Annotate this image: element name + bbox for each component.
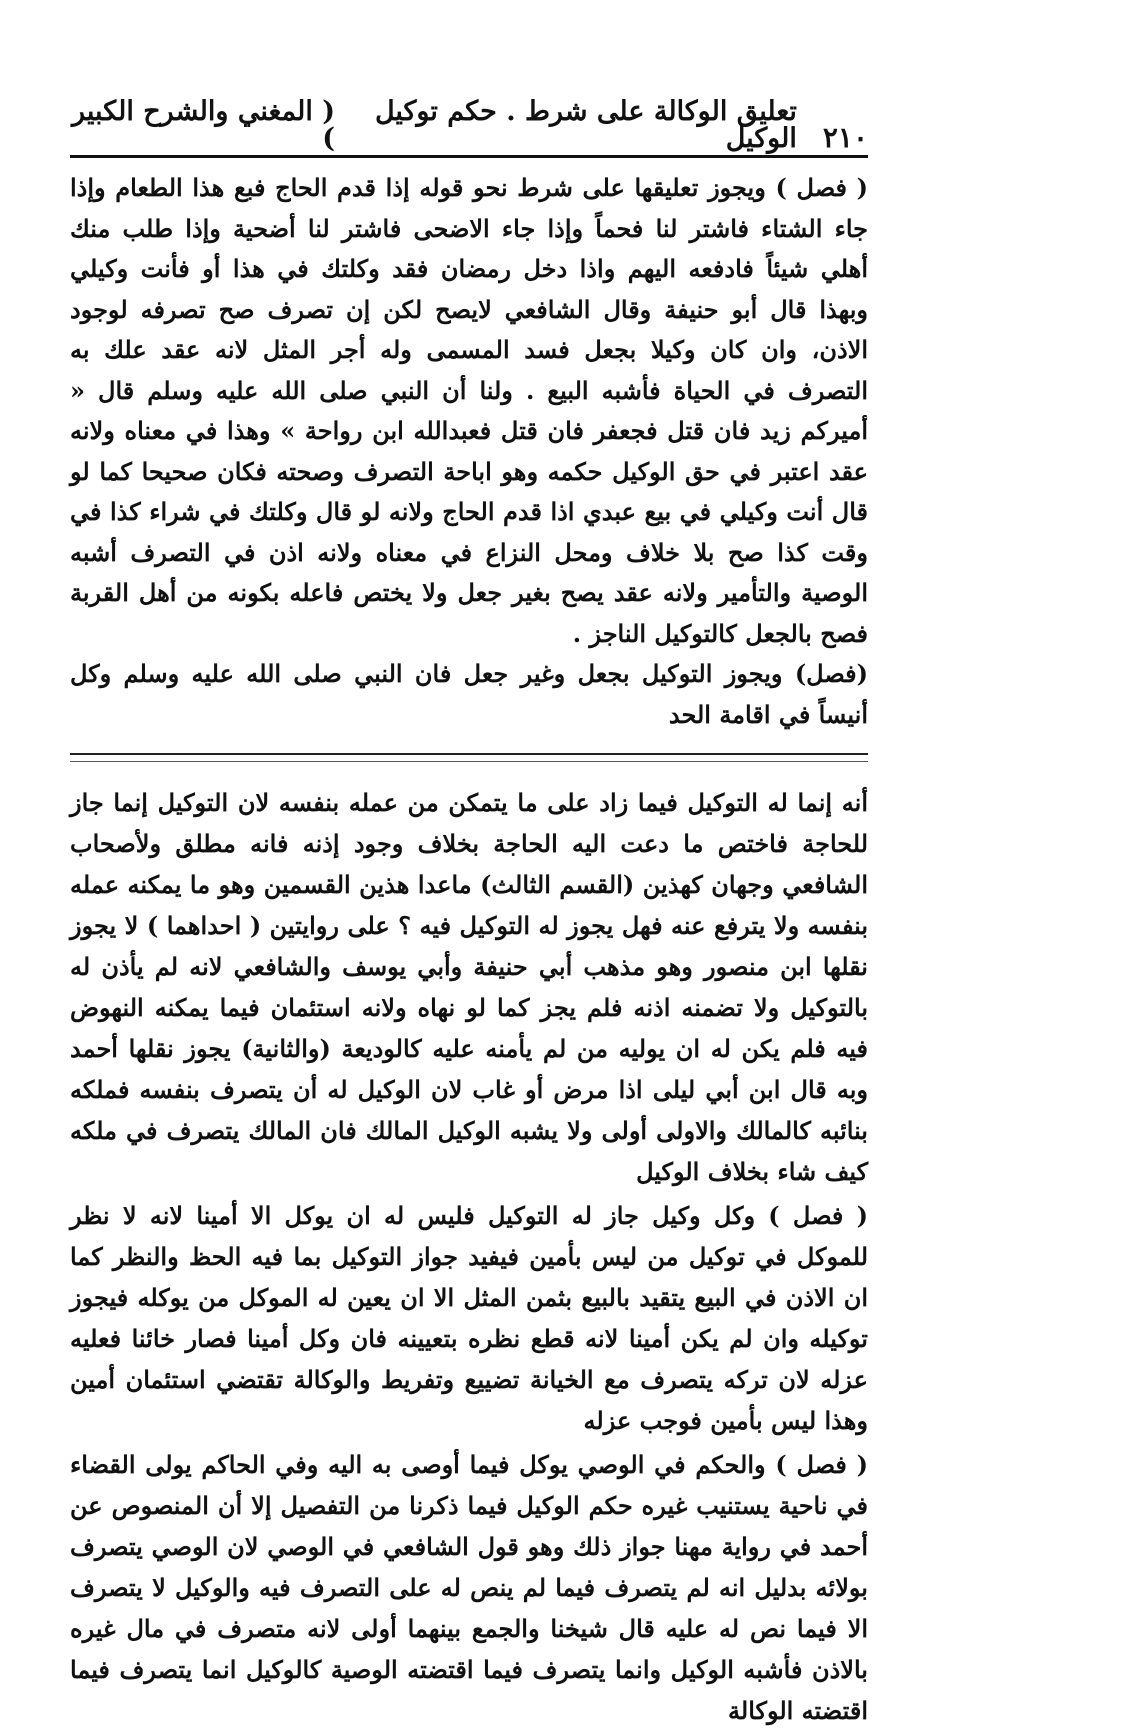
header-right-group: [335, 98, 868, 152]
commentary-paragraph: أنه إنما له التوكيل فيما زاد على ما يتمكن من عمله بنفسه لان التوكيل إنما جاز للحاجة فاختص ما دعت اليه الحاجة بخلاف وجود إذنه فانه مطلق ولأصحاب الشافعي وجهان كهذين (القسم الثالث) ماعدا هذين القسمين وهو ما يمكنه عمله بنفسه ولا يترفع عنه فهل يجوز له التوكيل فيه ؟ على روايتين ( احداهما ) لا يجوز نقلها ابن منصور وهو مذهب أبي حنيفة وأبي يوسف والشافعي لانه لم يأذن له بالتوكيل ولا تضمنه اذنه فلم يجز كما لو نهاه ولانه استئمان فيما يمكنه النهوض فيه فلم يكن له ان يوليه من لم يأمنه عليه كالوديعة (والثانية) يجوز نقلها أحمد وبه قال ابن أبي ليلى اذا مرض أو غاب لان الوكيل له أن يتصرف بنفسه فملكه بنائبه كالمالك والاولى أولى ولا يشبه الوكيل المالك فان المالك يتصرف في ملكه كيف شاء بخلاف الوكيل: [70, 788, 869, 1186]
section-divider: [70, 753, 868, 762]
book-title: ( المغني والشرح الكبير ): [72, 96, 336, 154]
main-paragraph: (فصل) ويجوز التوكيل بجعل وغير جعل فان النبي صلى الله عليه وسلم وكل أنيساً في اقامة الحد: [70, 659, 868, 729]
header-rule: [70, 155, 868, 158]
page-number: ٢١٠: [822, 121, 868, 154]
book-page: [70, 96, 869, 1725]
commentary-text: [70, 782, 868, 1731]
page-header: [70, 96, 868, 158]
main-paragraph: ( فصل ) ويجوز تعليقها على شرط نحو قوله إذا قدم الحاج فبع هذا الطعام وإذا جاء الشتاء فاشتر لنا فحماً وإذا جاء الاضحى فاشتر لنا أضحية وإذا طلب منك أهلي شيئاً فادفعه اليهم واذا دخل رمضان فقد وكلتك في هذا أو فأنت وكيلي وبهذا قال أبو حنيفة وقال الشافعي لايصح لكن إن تصرف صح تصرفه لوجود الاذن، وان كان وكيلا بجعل فسد المسمى وله أجر المثل لانه عقد علك به التصرف في الحياة فأشبه البيع . ولنا أن النبي صلى الله عليه وسلم قال « أميركم زيد فان قتل فجعفر فان قتل فعبدالله ابن رواحة » وهذا في معناه ولانه عقد اعتبر في حق الوكيل حكمه وهو اباحة التصرف وصحته فكان صحيحا كما لو قال أنت وكيلي في بيع عبدي اذا قدم الحاج ولانه لو قال وكلتك في شراء كذا في وقت كذا صح بلا خلاف ومحل النزاع في معناه ولانه اذن في التصرف أشبه الوصية والتأمير ولانه عقد يصح بغير جعل ولا يختص فاعله بكونه من أهل القربة فصح بالجعل كالتوكيل الناجز .: [70, 173, 869, 648]
commentary-paragraph: ( فصل ) وكل وكيل جاز له التوكيل فليس له ان يوكل الا أمينا لانه لا نظر للموكل في توكيل من ليس بأمين فيفيد جواز التوكيل بما فيه الحظ والنظر كما ان الاذن في البيع يتقيد بالبيع بثمن المثل الا ان يعين له الموكل من يوكله فيجوز توكيله وان لم يكن أمينا لانه قطع نظره بتعيينه فان وكل أمينا فصار خائنا فعليه عزله لان تركه يتصرف مع الخيانة تضييع وتفريط والوكالة تقتضي استئمان أمين وهذا ليس بأمين فوجب عزله: [70, 1201, 869, 1435]
section-title: تعليق الوكالة على شرط . حكم توكيل الوكيل: [374, 96, 797, 154]
main-text: [70, 168, 868, 735]
commentary-paragraph: ( فصل ) والحكم في الوصي يوكل فيما أوصى به اليه وفي الحاكم يولى القضاء في ناحية يستنيب غيره حكم الوكيل فيما ذكرنا من التفصيل إلا أن المنصوص عن أحمد في رواية مهنا جواز ذلك وهو قول الشافعي في الوصي لان الوصي يتصرف بولائه بدليل انه لم يتصرف فيما لم ينص له على التصرف فيه والوكيل لا يتصرف الا فيما نص له عليه قال شيخنا والجمع بينهما أولى لانه متصرف في مال غيره بالاذن فأشبه الوكيل وانما يتصرف فيما اقتضته الوصية كالوكيل انما يتصرف فيما اقتضته الوكالة: [70, 1450, 868, 1725]
